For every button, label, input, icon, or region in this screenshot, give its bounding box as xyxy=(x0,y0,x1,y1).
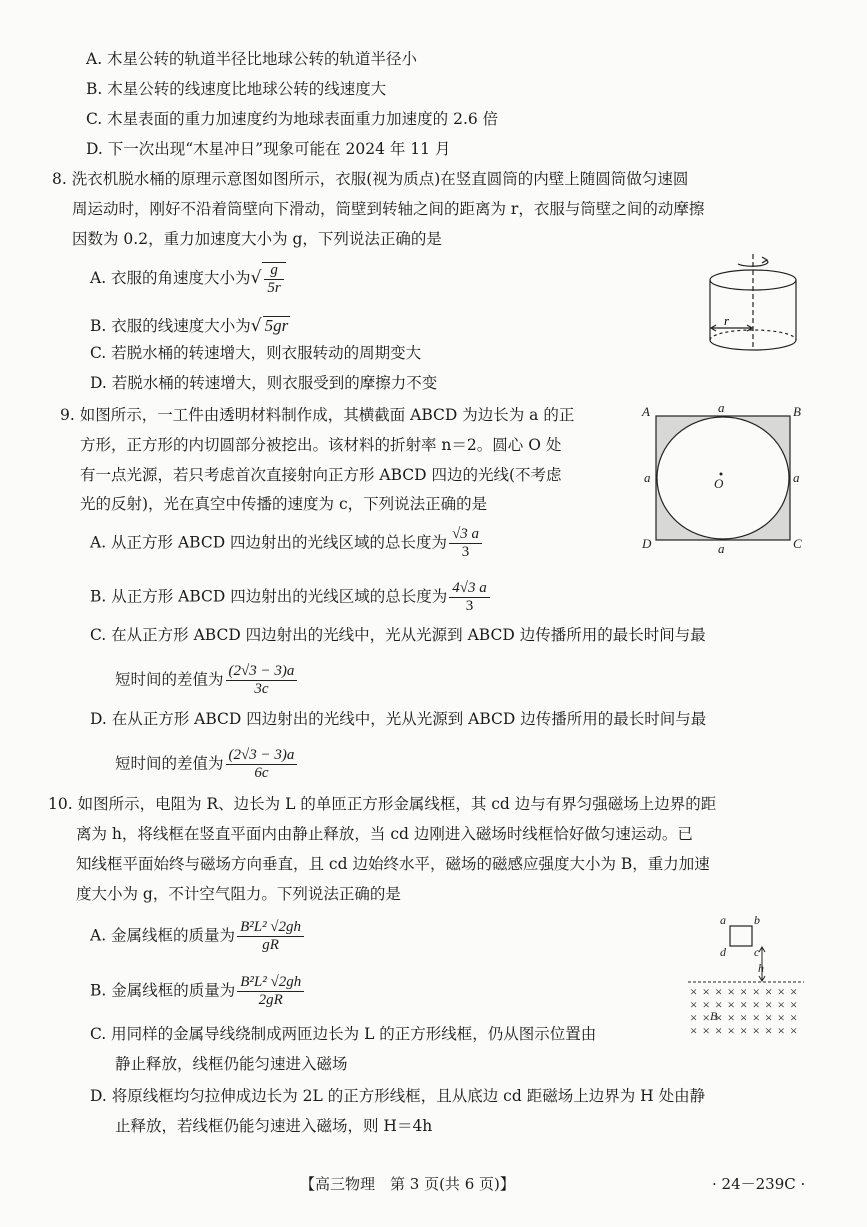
q10-option-b xyxy=(90,975,306,1008)
field-cross-mark: × xyxy=(690,1010,698,1025)
label-side-right: a xyxy=(793,470,800,485)
q9-option-b-formula: $\frac{4√3 a}{3}$ xyxy=(449,581,489,614)
q10-option-a-label: A. 金属线框的质量为 xyxy=(90,926,236,945)
q9-square-diagram xyxy=(636,400,806,556)
field-cross-mark: × xyxy=(790,997,798,1012)
label-side-left: a xyxy=(644,470,651,485)
q9-option-d-line-2 xyxy=(115,748,299,781)
field-cross-mark: × xyxy=(765,1023,773,1038)
q10-frame-field-diagram xyxy=(686,910,808,1042)
q9-option-c-label: 短时间的差值为 xyxy=(115,670,224,689)
field-cross-mark: × xyxy=(765,1010,773,1025)
q9-stem-line-2: 方形，正方形的内切圆部分被挖出。该材料的折射率 n＝2。圆心 O 处 xyxy=(80,436,562,454)
field-cross-mark: × xyxy=(777,1023,785,1038)
q7-option-b: B. 木星公转的线速度比地球公转的线速度大 xyxy=(86,80,387,98)
q10-option-c-line-1: C. 用同样的金属导线绕制成两匝边长为 L 的正方形线框，仍从图示位置由 xyxy=(90,1025,597,1043)
field-cross-mark: × xyxy=(690,997,698,1012)
q8-option-a-label: A. 衣服的角速度大小为 xyxy=(90,269,251,287)
q10-stem-line-4: 度大小为 g，不计空气阻力。下列说法正确的是 xyxy=(76,885,401,903)
field-cross-mark: × xyxy=(715,1010,723,1025)
label-d-vertex: D xyxy=(642,536,652,551)
q9-stem-line-4: 光的反射)，光在真空中传播的速度为 c，下列说法正确的是 xyxy=(80,495,488,513)
q10-option-c-line-2: 静止释放，线框仍能匀速进入磁场 xyxy=(115,1055,348,1073)
q8-option-b-label: B. 衣服的线速度大小为 xyxy=(90,317,251,335)
field-cross-mark: × xyxy=(702,1023,710,1038)
field-cross-mark: × xyxy=(752,997,760,1012)
q8-option-a: A. 衣服的角速度大小为√ $\frac{g}{5r}$ xyxy=(90,262,288,296)
q7-option-d: D. 下一次出现“木星冲日”现象可能在 2024 年 11 月 xyxy=(86,140,451,158)
q8-option-d: D. 若脱水桶的转速增大，则衣服受到的摩擦力不变 xyxy=(90,374,438,392)
q8-stem-line-3: 因数为 0.2，重力加速度大小为 g，下列说法正确的是 xyxy=(72,230,442,248)
q9-stem-line-1: 9. 如图所示，一工件由透明材料制作成，其横截面 ABCD 为边长为 a 的正 xyxy=(60,406,575,424)
q10-stem-line-1: 10. 如图所示，电阻为 R、边长为 L 的单匝正方形金属线框，其 cd 边与有界匀强磁场上边界的距 xyxy=(48,795,717,813)
q8-stem-line-1: 8. 洗衣机脱水桶的原理示意图如图所示，衣服(视为质点)在竖直圆筒的内壁上随圆筒做匀速圆 xyxy=(52,170,689,188)
field-cross-mark: × xyxy=(740,1010,748,1025)
frame-label-b: b xyxy=(754,913,760,927)
q9-option-a-formula: $\frac{√3 a}{3}$ xyxy=(449,527,482,560)
radius-label: r xyxy=(724,313,730,328)
field-cross-mark: × xyxy=(790,984,798,999)
field-cross-mark: × xyxy=(715,997,723,1012)
field-cross-mark: × xyxy=(702,997,710,1012)
q8-option-b-formula: 5gr xyxy=(264,316,289,335)
q10-option-d-line-2: 止释放，若线框仍能匀速进入磁场，则 H＝4h xyxy=(115,1117,433,1135)
q8-stem-line-2: 周运动时，刚好不沿着筒壁向下滑动，筒壁到转轴之间的距离为 r，衣服与筒壁之间的动摩擦 xyxy=(72,200,705,218)
field-cross-mark: × xyxy=(702,1010,710,1025)
field-cross-mark: × xyxy=(702,984,710,999)
q9-option-a xyxy=(90,527,484,560)
field-cross-mark: × xyxy=(790,1023,798,1038)
label-a-vertex: A xyxy=(642,404,650,419)
q9-option-d-line-1: D. 在从正方形 ABCD 四边射出的光线中，光从光源到 ABCD 边传播所用的最长时间与最 xyxy=(90,710,707,728)
label-side-top: a xyxy=(718,400,725,415)
field-cross-mark: × xyxy=(752,984,760,999)
field-cross-mark: × xyxy=(740,997,748,1012)
q10-option-d-line-1: D. 将原线框均匀拉伸成边长为 2L 的正方形线框，且从底边 cd 距磁场上边界为 H 处由静 xyxy=(90,1087,706,1105)
field-cross-mark: × xyxy=(777,997,785,1012)
label-b-vertex: B xyxy=(793,404,801,419)
q8-cylinder-diagram xyxy=(700,250,810,360)
q10-stem-line-3: 知线框平面始终与磁场方向垂直，且 cd 边始终水平，磁场的磁感应强度大小为 B，重力加速 xyxy=(76,855,710,873)
magnetic-field-crosses xyxy=(690,984,797,1038)
field-cross-mark: × xyxy=(715,1023,723,1038)
frame-label-c: c xyxy=(754,945,760,959)
field-label-b: B xyxy=(710,1009,718,1023)
q10-option-a xyxy=(90,920,306,953)
field-cross-mark: × xyxy=(765,997,773,1012)
field-cross-mark: × xyxy=(727,984,735,999)
rotation-arrowhead-icon xyxy=(762,257,767,263)
q10-stem-line-2: 离为 h，将线框在竖直平面内由静止释放，当 cd 边刚进入磁场时线框恰好做匀速运动。已 xyxy=(76,825,693,843)
field-cross-mark: × xyxy=(727,1023,735,1038)
field-cross-mark: × xyxy=(690,984,698,999)
field-cross-mark: × xyxy=(740,1023,748,1038)
q10-option-a-formula: $\frac{\text{B²L² √2gh}}{gR}$ xyxy=(237,920,304,953)
q9-stem-line-3: 有一点光源，若只考虑首次直接射向正方形 ABCD 四边的光线(不考虑 xyxy=(80,466,562,484)
frame-label-d: d xyxy=(720,945,726,959)
footer-code: · 24－239C · xyxy=(712,1175,806,1193)
field-cross-mark: × xyxy=(715,984,723,999)
field-cross-mark: × xyxy=(777,984,785,999)
label-c-vertex: C xyxy=(793,536,802,551)
q9-option-c-line-1: C. 在从正方形 ABCD 四边射出的光线中，光从光源到 ABCD 边传播所用的最长时间与最 xyxy=(90,626,706,644)
field-cross-mark: × xyxy=(727,1010,735,1025)
q9-option-b-label: B. 从正方形 ABCD 四边射出的光线区域的总长度为 xyxy=(90,587,448,606)
q8-option-a-formula: $\frac{g}{5r}$ xyxy=(262,262,285,296)
q9-option-c-line-2 xyxy=(115,664,299,697)
q7-option-a: A. 木星公转的轨道半径比地球公转的轨道半径小 xyxy=(86,50,418,68)
q9-option-b xyxy=(90,581,492,614)
field-cross-mark: × xyxy=(740,984,748,999)
wire-frame-square xyxy=(730,926,752,946)
field-cross-mark: × xyxy=(727,997,735,1012)
footer-page-info: 【高三物理 第 3 页(共 6 页)】 xyxy=(300,1175,515,1193)
q9-option-d-formula: $\frac{(2√3 - 3)a}{6c}$ xyxy=(226,748,298,781)
frame-label-a: a xyxy=(720,913,726,927)
field-cross-mark: × xyxy=(690,1023,698,1038)
q10-option-b-formula: $\frac{\text{B²L² √2gh}}{2gR}$ xyxy=(237,975,304,1008)
label-o-center: O xyxy=(714,476,724,491)
q9-option-d-label: 短时间的差值为 xyxy=(115,754,224,773)
q7-option-c: C. 木星表面的重力加速度约为地球表面重力加速度的 2.6 倍 xyxy=(86,110,499,128)
q8-option-b: B. 衣服的线速度大小为√ 5gr xyxy=(90,316,289,336)
field-cross-mark: × xyxy=(752,1023,760,1038)
field-cross-mark: × xyxy=(752,1010,760,1025)
q8-option-c: C. 若脱水桶的转速增大，则衣服转动的周期变大 xyxy=(90,344,422,362)
height-label-h: h xyxy=(758,961,764,975)
q9-option-a-label: A. 从正方形 ABCD 四边射出的光线区域的总长度为 xyxy=(90,533,448,552)
field-cross-mark: × xyxy=(765,984,773,999)
label-side-bottom: a xyxy=(718,541,725,556)
field-cross-mark: × xyxy=(790,1010,798,1025)
q10-option-b-label: B. 金属线框的质量为 xyxy=(90,981,236,1000)
q9-option-c-formula: $\frac{(2√3 - 3)a}{3c}$ xyxy=(226,664,298,697)
field-cross-mark: × xyxy=(777,1010,785,1025)
